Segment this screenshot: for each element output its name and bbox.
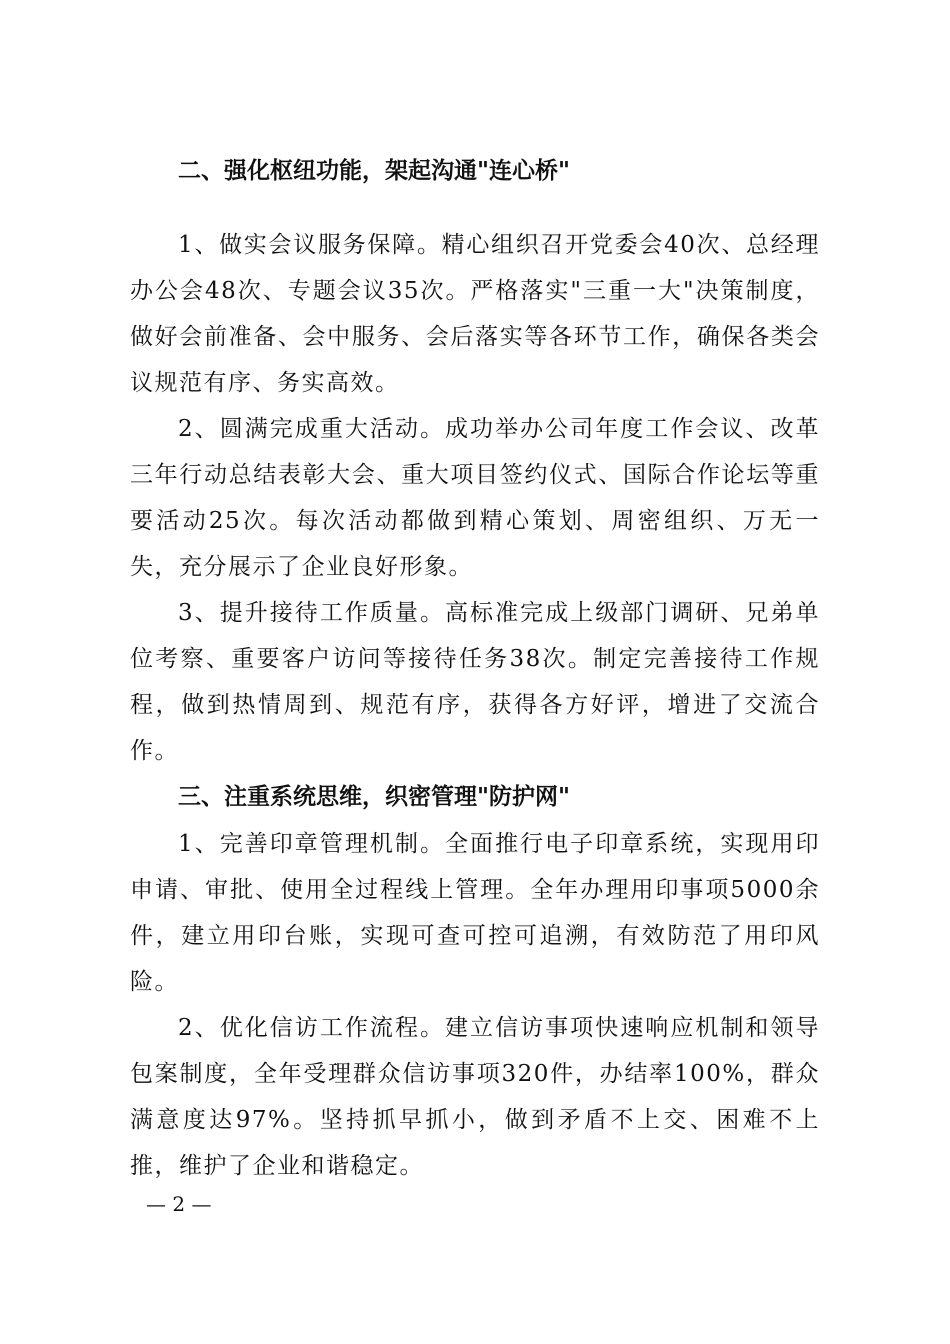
paragraph-seal-management: 1、完善印章管理机制。全面推行电子印章系统，实现用印申请、审批、使用全过程线上管理。全年办理用印事项5000余件，建立用印台账，实现可查可控可追溯，有效防范了用印风险。 xyxy=(130,831,820,995)
paragraph-major-activities: 2、圆满完成重大活动。成功举办公司年度工作会议、改革三年行动总结表彰大会、重大项目签约仪式、国际合作论坛等重要活动25次。每次活动都做到精心策划、周密组织、万无一失，充分展示了企业良好形象。 xyxy=(130,416,820,580)
page-number: — 2 — xyxy=(146,1192,212,1216)
section-heading-3: 三、注重系统思维，织密管理"防护网" xyxy=(178,784,570,810)
paragraph-reception-quality: 3、提升接待工作质量。高标准完成上级部门调研、兄弟单位考察、重要客户访问等接待任务38次。制定完善接待工作规程，做到热情周到、规范有序，获得各方好评，增进了交流合作。 xyxy=(130,600,820,764)
paragraph-petition-process: 2、优化信访工作流程。建立信访事项快速响应机制和领导包案制度，全年受理群众信访事项320件，办结率100%，群众满意度达97%。坚持抓早抓小，做到矛盾不上交、困难不上推，维护了企业和谐稳定。 xyxy=(130,1015,820,1179)
section-heading-2: 二、强化枢纽功能，架起沟通"连心桥" xyxy=(178,158,570,184)
paragraph-meeting-service: 1、做实会议服务保障。精心组织召开党委会40次、总经理办公会48次、专题会议35次。严格落实"三重一大"决策制度，做好会前准备、会中服务、会后落实等各环节工作，确保各类会议规范有序、务实高效。 xyxy=(130,232,820,396)
